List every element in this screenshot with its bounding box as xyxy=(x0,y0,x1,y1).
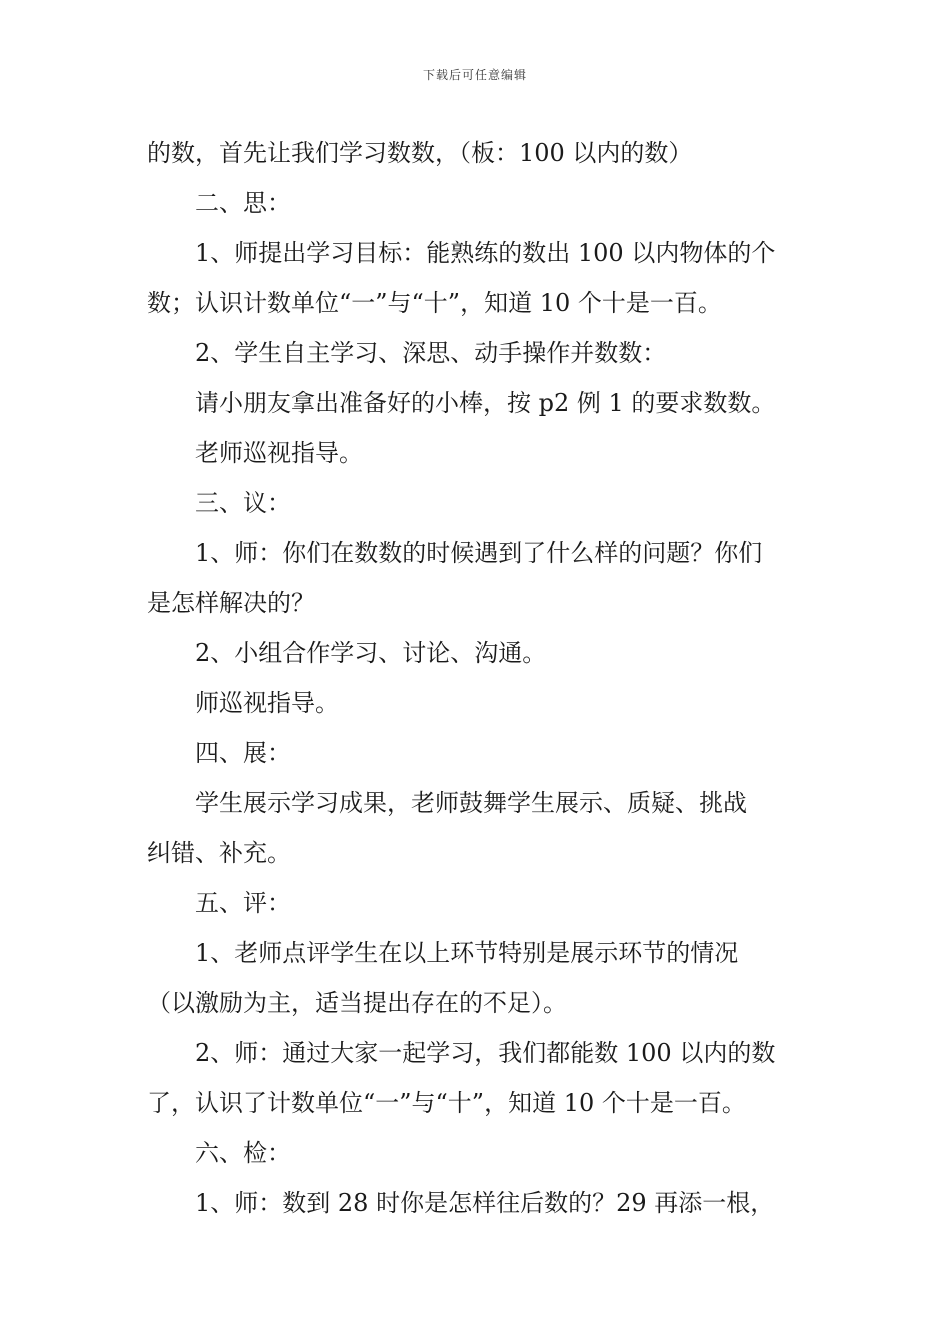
body-line: 2、学生自主学习、深思、动手操作并数数： xyxy=(195,339,667,367)
section-heading: 二、思： xyxy=(195,189,291,217)
body-line: 2、小组合作学习、讨论、沟通。 xyxy=(195,639,547,667)
body-line: （以激励为主，适当提出存在的不足）。 xyxy=(147,989,567,1017)
body-line: 1、老师点评学生在以上环节特别是展示环节的情况 xyxy=(195,939,739,967)
body-line: 是怎样解决的？ xyxy=(147,589,315,617)
section-heading: 三、议： xyxy=(195,489,291,517)
page-header: 下载后可任意编辑 xyxy=(422,68,527,82)
body-line: 1、师：数到 28 时你是怎样往后数的？29 再添一根， xyxy=(195,1189,775,1217)
body-line: 请小朋友拿出准备好的小棒，按 p2 例 1 的要求数数。 xyxy=(195,389,776,417)
section-heading: 四、展： xyxy=(195,739,291,767)
body-line: 2、师：通过大家一起学习，我们都能数 100 以内的数 xyxy=(195,1039,776,1067)
body-line: 1、师提出学习目标：能熟练的数出 100 以内物体的个 xyxy=(195,239,776,267)
section-heading: 六、检： xyxy=(195,1139,291,1167)
body-line: 1、师：你们在数数的时候遇到了什么样的问题？你们 xyxy=(195,539,763,567)
body-line: 了，认识了计数单位“一”与“十”，知道 10 个十是一百。 xyxy=(147,1089,746,1117)
document-body xyxy=(147,128,811,1228)
body-line: 学生展示学习成果，老师鼓舞学生展示、质疑、挑战 xyxy=(195,789,747,817)
body-line: 纠错、补充。 xyxy=(147,839,291,867)
body-line: 老师巡视指导。 xyxy=(195,439,363,467)
body-line: 的数，首先让我们学习数数，（板：100 以内的数） xyxy=(147,139,693,167)
section-heading: 五、评： xyxy=(195,889,291,917)
body-line: 师巡视指导。 xyxy=(195,689,339,717)
body-line: 数；认识计数单位“一”与“十”，知道 10 个十是一百。 xyxy=(147,289,722,317)
